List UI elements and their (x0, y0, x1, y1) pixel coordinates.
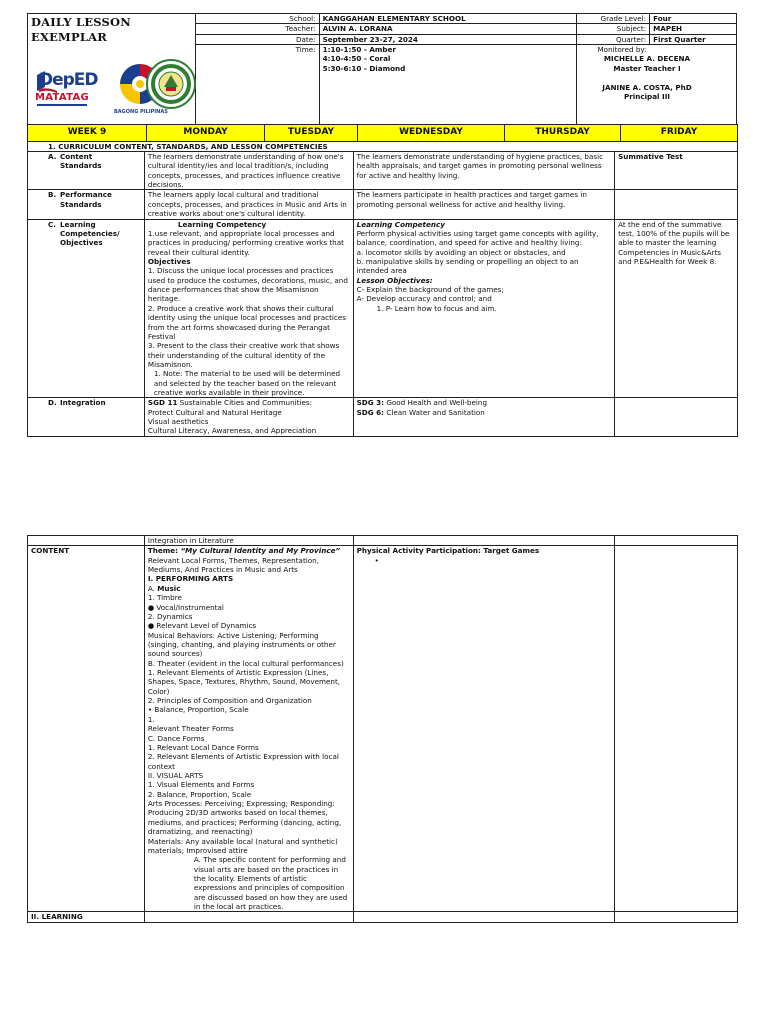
content-line: Relevant Local Forms, Themes, Representation, Mediums, And Practices in Music and Arts (147, 555, 319, 575)
sdg-3-text: Good Health and Well-being (384, 398, 488, 408)
performance-standards-wed: The learners participate in health practices and target games in promoting personal wellness for active and healthy living. (353, 190, 615, 219)
performance-standards-fri (615, 190, 738, 219)
theme-title: “My Cultural Identity and My Province” (178, 546, 341, 556)
subject-value: MAPEH (650, 24, 737, 34)
monitor1-title: Master Teacher I (613, 63, 681, 73)
grade-value: Four (650, 14, 737, 24)
learning-competencies-mon (144, 219, 353, 398)
monitor2-name: JANINE A. COSTA, PhD (602, 82, 692, 92)
week-row (28, 125, 738, 142)
competency-heading: Learning Competency (356, 219, 445, 229)
content-line: Arts Processes: Perceiving; Expressing; Responding: Producing 2D/3D artworks based on local themes, mediums, and practices; Performing (dancing, acting, dramatizing, and reenacting) (147, 799, 342, 837)
teacher-value: ALVIN A. LORANA (319, 24, 577, 34)
content-line: A. Music (147, 583, 181, 593)
content-standards-mon: The learners demonstrate understanding of how one's cultural identity/ies and local tradition/s, including concepts, processes, and practices influence creative decisions. (144, 152, 353, 190)
content-line: 2. Principles of Composition and Organization (147, 696, 312, 706)
school-seal-logo (146, 59, 196, 109)
objective-note: 1. Note: The material to be used will be determined and selected by the teacher based on the relevant creative works available in their province. (153, 369, 341, 398)
date-value: September 23-27, 2024 (319, 34, 577, 44)
content-line: Materials: Any available local (natural and synthetic) materials; Improvised attire (147, 836, 338, 855)
content-line: B. Theater (evident in the local cultural performances) (147, 658, 344, 668)
objective-1: 1. Discuss the unique local processes and practices used to produce the costumes, decorations, music, and dance performances that show the Misamisnon heritage. (147, 266, 348, 304)
competency-b: b. manipulative skills by sending or propelling an object to an intended area (356, 257, 579, 276)
content-fri (615, 546, 738, 912)
content-line: 1. Timbre (147, 593, 182, 603)
content-line: II. VISUAL ARTS (147, 770, 204, 780)
day-monday: MONDAY (147, 125, 265, 141)
deped-wordmark: DepED (39, 69, 98, 90)
logos-area (28, 45, 195, 125)
content-standards-fri: Summative Test (615, 152, 738, 190)
content-line: Musical Behaviors: Active Listening; Performing (singing, chanting, and playing instruments or other sound sources) (147, 630, 336, 659)
label-content: CONTENT (28, 546, 145, 912)
theme-label: Theme: (147, 546, 178, 556)
monitor2-title: Principal III (623, 92, 671, 102)
content-mon-lines (148, 556, 350, 856)
competency-text: 1.use relevant, and appropriate local processes and practices in producing/ performing creative works that reveal their cultural identity. (147, 228, 344, 257)
top-blank (28, 536, 145, 546)
sdg-3: SDG 3: (356, 398, 385, 408)
content-line: 1. (147, 714, 155, 724)
content-line: ● Relevant Level of Dynamics (147, 621, 257, 631)
header-table (27, 13, 737, 126)
day-friday: FRIDAY (660, 127, 698, 137)
quarter-value: First Quarter (650, 34, 737, 44)
row-learning-competencies (28, 219, 738, 398)
row-performance-standards (28, 190, 738, 219)
time-value (319, 45, 577, 125)
content-line: Relevant Theater Forms (147, 724, 234, 734)
integration-line: Protect Cultural and Natural Heritage (147, 407, 282, 417)
objective-3: 3. Present to the class their creative work that shows their understanding of the cultural identity of the Misamisnon. (147, 341, 340, 369)
doc-title: DAILY LESSON EXEMPLAR (31, 15, 131, 44)
matatag-wordmark: MATATAG (35, 91, 90, 103)
sdg-6: SDG 6: (356, 407, 385, 417)
lesson-objective-c: C- Explain the background of the games; (356, 285, 504, 295)
content-standards-wed: The learners demonstrate understanding of hygiene practices, basic health appraisals, and target games in promoting personal wellness for active and healthy living. (353, 152, 615, 190)
date-label: Date: (195, 34, 319, 44)
label-learning-competencies: C. Learning Competencies/ Objectives (28, 219, 145, 398)
teacher-label: Teacher: (195, 24, 319, 34)
row-learning (28, 912, 738, 922)
content-line: 1. Relevant Elements of Artistic Expression (Lines, Shapes, Space, Textures, Rhythm, Sound, Movement, Color) (147, 668, 341, 696)
lesson-table (27, 124, 738, 437)
monitored-label: Monitored by: (577, 45, 650, 125)
school-label: School: (195, 14, 319, 24)
monitored-names (562, 54, 732, 102)
content-line: ● Vocal/Instrumental (147, 602, 224, 612)
integration-line: Visual aesthetics (147, 417, 209, 427)
content-line: 2. Relevant Elements of Artistic Expression with local context (147, 752, 339, 771)
content-line: 1. Relevant Local Dance Forms (147, 742, 259, 752)
content-wed (353, 546, 615, 912)
row-content-standards (28, 152, 738, 190)
content-note: A. The specific content for performing and visual arts are based on the practices in the locality. Elements of artistic expressions and principles of composition are discussed based on how they are used in the local art practices. (193, 855, 348, 912)
day-thursday: THURSDAY (505, 125, 621, 141)
learning-competencies-fri: At the end of the summative test, 100% of the pupils will be able to master the learning Competencies in Music&Arts and P.E&Health for Week 8. (615, 219, 738, 398)
content-line: I. PERFORMING ARTS (147, 574, 234, 584)
label-performance-standards: B. Performance Standards (28, 190, 145, 219)
monitor1-name: MICHELLE A. DECENA (603, 54, 691, 64)
competency-heading: Learning Competency (177, 219, 267, 229)
content-line: 2. Dynamics (147, 611, 193, 621)
wed-content-title: Physical Activity Participation: Target Games (356, 546, 540, 556)
sdg-6-text: Clean Water and Sanitation (384, 407, 485, 417)
bagong-pilipinas-wordmark: BAGONG PILIPINAS (114, 108, 168, 115)
day-wednesday: WEDNESDAY (358, 125, 505, 141)
section-curriculum-heading: 1. CURRICULUM CONTENT, STANDARDS, AND LESSON COMPETENCIES (28, 141, 738, 151)
subject-label: Subject: (577, 24, 650, 34)
grade-label: Grade Level: (577, 14, 650, 24)
school-value: KANGGAHAN ELEMENTARY SCHOOL (319, 14, 577, 24)
label-learning: II. LEARNING (28, 912, 145, 922)
sgd-11: SGD 11 (147, 398, 178, 408)
performance-standards-mon: The learners apply local cultural and traditional concepts, processes, and practices in Music and Arts in creative works about one's cultural identity. (144, 190, 353, 219)
integration-wed (353, 398, 615, 436)
integration-literature: Integration in Literature (144, 536, 353, 546)
label-content-standards: A. Content Standards (28, 152, 145, 190)
sgd-11-text: Sustainable Cities and Communities: (177, 398, 313, 408)
integration-line: Cultural Literacy, Awareness, and Appreciation (147, 426, 317, 436)
lesson-objective-a: A- Develop accuracy and control; and (356, 294, 492, 304)
competency-a: a. locomotor skills by avoiding an object or obstacles, and (356, 247, 566, 257)
time-line: 4:10-4:50 - Coral (322, 54, 391, 64)
day-tuesday: TUESDAY (265, 125, 358, 141)
row-integration (28, 398, 738, 436)
time-line: 5:30-6:10 - Diamond (322, 63, 406, 73)
lesson-objectives-heading: Lesson Objectives: (356, 275, 433, 285)
integration-fri (615, 398, 738, 436)
time-line: 1:10-1:50 - Amber (322, 45, 396, 55)
objectives-heading: Objectives (147, 257, 191, 266)
label-integration: D. Integration (28, 398, 145, 436)
integration-mon (144, 398, 353, 436)
content-mon (144, 546, 353, 912)
competency-text: Perform physical activities using target game concepts with agility, balance, coordination, and speed for active and healthy living: (356, 228, 599, 248)
quarter-label: Quarter: (577, 34, 650, 44)
content-table (27, 535, 738, 923)
learning-competencies-wed (353, 219, 615, 398)
time-label: Time: (195, 45, 319, 125)
content-line: 2. Balance, Proportion, Scale (147, 789, 252, 799)
week-label: WEEK 9 (28, 125, 147, 141)
content-line: 1. Visual Elements and Forms (147, 780, 255, 790)
content-line: • Balance, Proportion, Scale (147, 705, 249, 715)
lesson-objective-p: 1. P- Learn how to focus and aim. (376, 303, 497, 313)
objective-2: 2. Produce a creative work that shows their cultural identity using the unique local processes and practices from the art forms showcased during the Perangat Festival (147, 303, 347, 341)
wed-bullet: • (374, 555, 379, 565)
deped-logo (35, 67, 98, 115)
row-content (28, 546, 738, 912)
content-line: C. Dance Forms (147, 733, 205, 743)
